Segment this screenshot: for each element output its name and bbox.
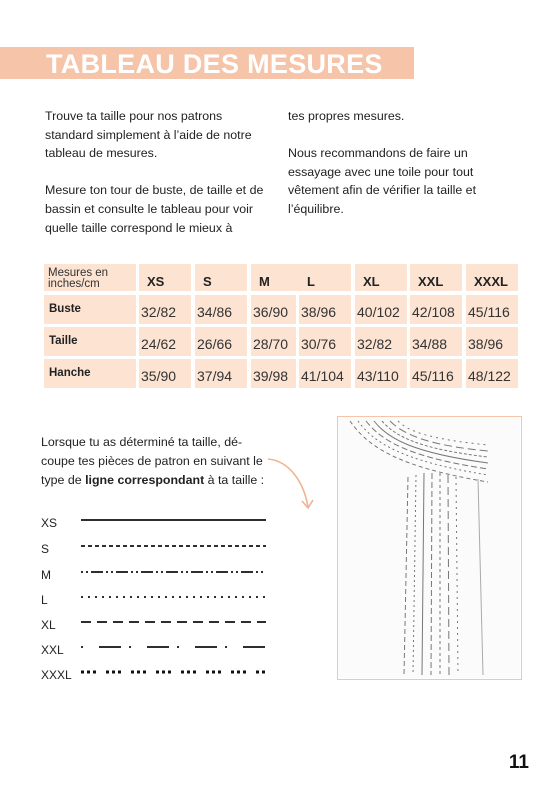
intro-right xyxy=(288,107,503,237)
table-cell: 34/86 xyxy=(195,295,247,324)
table-cell: 40/102 xyxy=(355,295,407,324)
pattern-photo xyxy=(337,416,522,680)
size-header: XL xyxy=(355,264,407,291)
table-cell: 37/94 xyxy=(195,359,247,388)
row-label: Hanche xyxy=(44,359,136,388)
row-label: Buste xyxy=(44,295,136,324)
table-cell: 26/66 xyxy=(195,327,247,356)
intro-paragraph: Nous recommandons de faire un essayage avec une toile pour tout vêtement afin de vérifier la taille et l’équilibre. xyxy=(288,146,477,216)
cut-text-after: à ta taille : xyxy=(204,473,265,487)
arrow-icon xyxy=(264,455,324,515)
line-label-m: M xyxy=(41,568,51,582)
table-cell: 45/116 xyxy=(410,359,462,388)
page-title: TABLEAU DES MESURES xyxy=(46,49,383,79)
size-header: M xyxy=(251,264,303,291)
table-cell: 30/76 xyxy=(299,327,351,356)
page-number: 11 xyxy=(508,752,529,773)
line-label-l: L xyxy=(41,593,48,607)
table-cell: 38/96 xyxy=(466,327,518,356)
row-label: Taille xyxy=(44,327,136,356)
size-header: L xyxy=(299,264,351,291)
size-header: XXXL xyxy=(466,264,518,291)
line-label-s: S xyxy=(41,542,50,556)
intro-paragraph: Trouve ta taille pour nos patrons standard simplement à l’aide de notre tableau de mesures. xyxy=(45,109,252,161)
table-cell: 39/98 xyxy=(251,359,296,388)
size-header: S xyxy=(195,264,247,291)
pattern-lines-image xyxy=(338,417,520,678)
table-cell: 34/88 xyxy=(410,327,462,356)
line-label-xl: XL xyxy=(41,618,56,632)
table-header-label: Mesures en inches/cm xyxy=(44,264,136,291)
table-cell: 38/96 xyxy=(299,295,351,324)
table-cell: 32/82 xyxy=(139,295,191,324)
table-cell: 43/110 xyxy=(355,359,407,388)
line-label-xxxl: XXXL xyxy=(41,668,72,682)
cut-instructions xyxy=(41,433,265,490)
table-cell: 28/70 xyxy=(251,327,296,356)
table-cell: 32/82 xyxy=(355,327,407,356)
cut-text-before: Lorsque tu as déterminé ta taille, dé-coupe tes pièces de patron en suivant le type de xyxy=(41,435,263,487)
intro-paragraph: tes propres mesures. xyxy=(288,109,405,123)
table-cell: 48/122 xyxy=(466,359,518,388)
line-type-samples xyxy=(78,505,278,680)
cut-text-bold: ligne correspondant xyxy=(85,473,205,487)
table-cell: 42/108 xyxy=(410,295,462,324)
line-label-xs: XS xyxy=(41,516,58,530)
intro-left xyxy=(45,107,273,256)
table-cell: 41/104 xyxy=(299,359,351,388)
table-cell: 45/116 xyxy=(466,295,518,324)
table-cell: 35/90 xyxy=(139,359,191,388)
size-header: XXL xyxy=(410,264,462,291)
table-cell: 36/90 xyxy=(251,295,296,324)
line-label-xxl: XXL xyxy=(41,643,64,657)
size-header: XS xyxy=(139,264,191,291)
intro-paragraph: Mesure ton tour de buste, de taille et de bassin et consulte le tableau pour voir quelle taille correspond le mieux à xyxy=(45,183,264,235)
table-cell: 24/62 xyxy=(139,327,191,356)
